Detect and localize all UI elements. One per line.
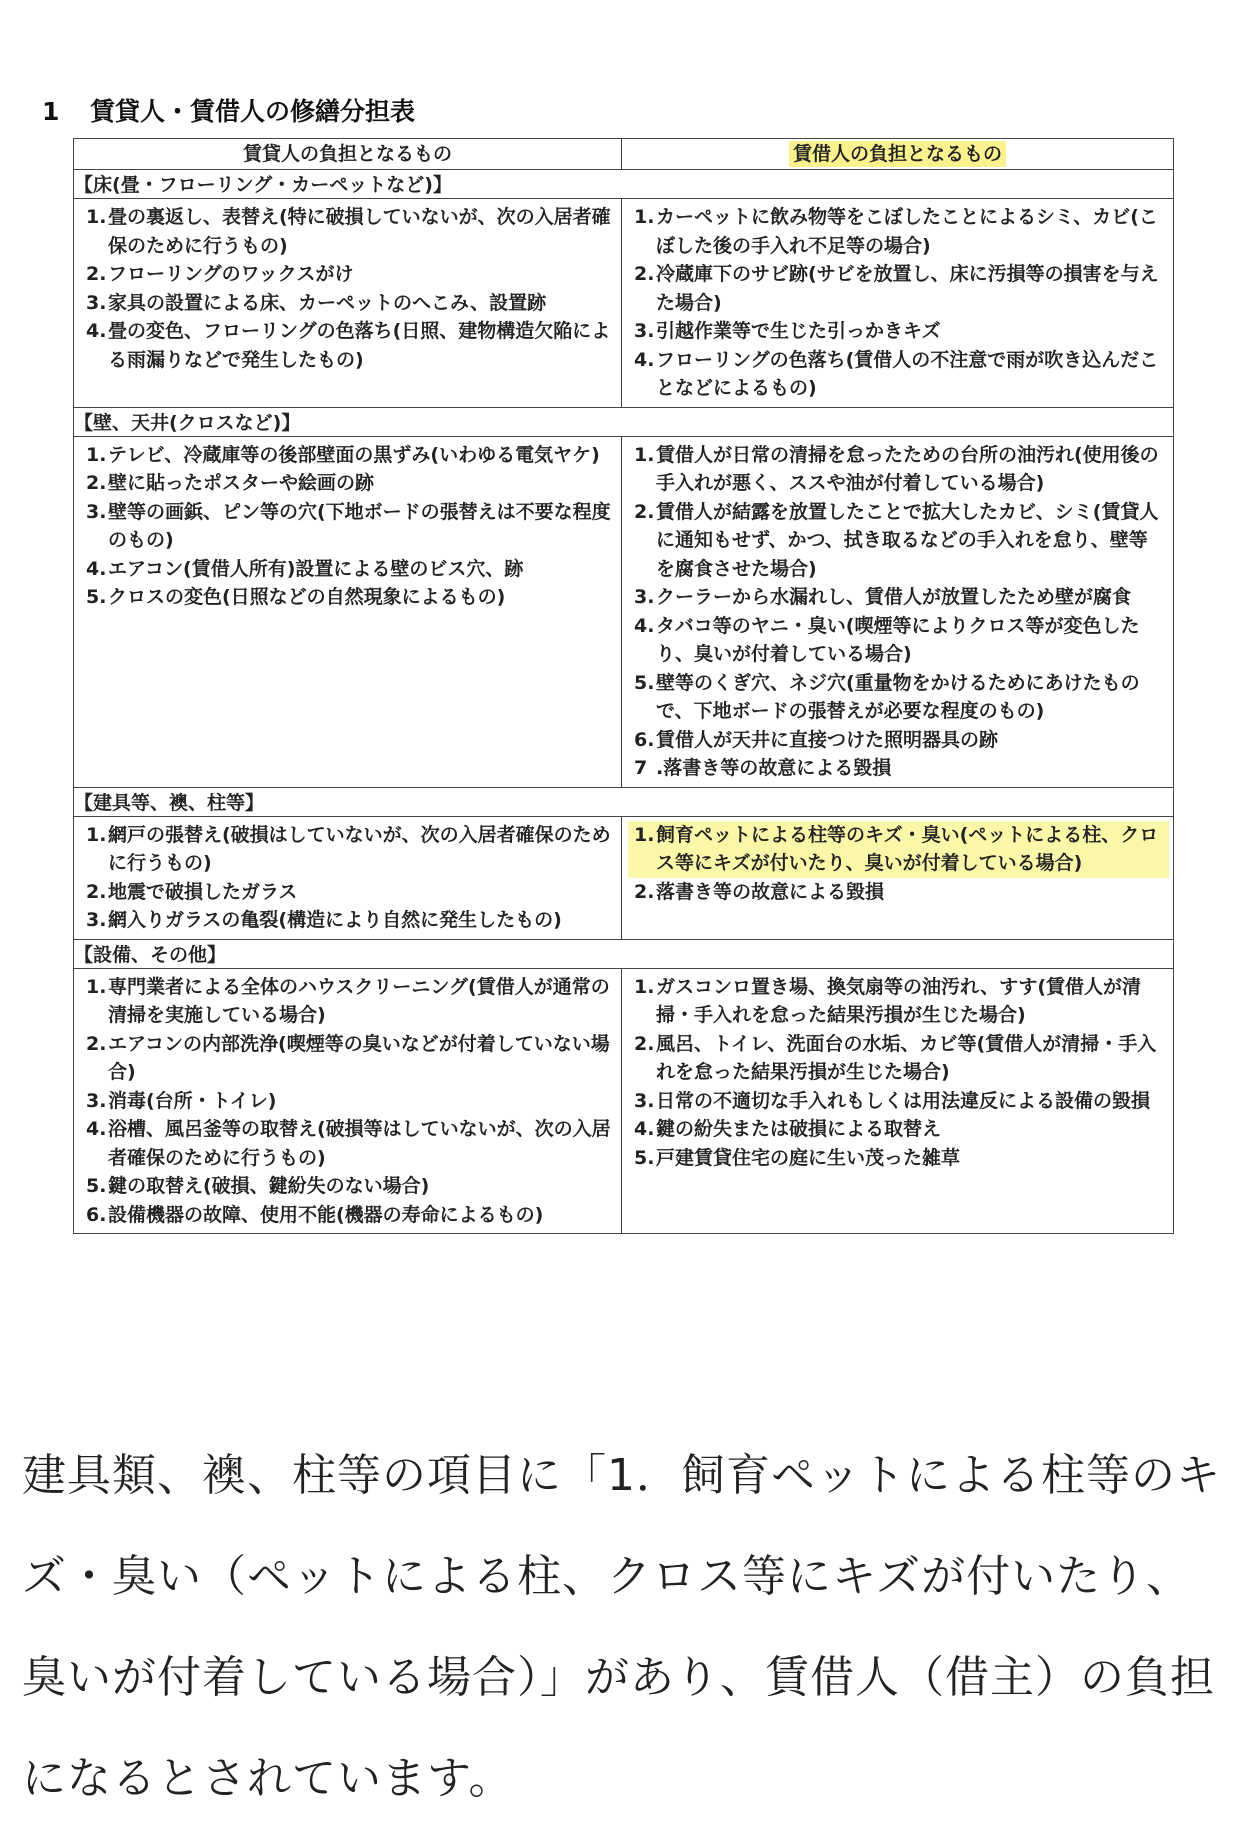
tenant-items-cell [622, 436, 1174, 787]
item-text: 日常の不適切な手入れもしくは用法違反による設備の毀損 [656, 1089, 1151, 1112]
section-items-row [74, 968, 1174, 1234]
section-title-row [74, 407, 1174, 436]
item-list [74, 817, 621, 939]
item-number: 1. [634, 206, 655, 228]
section-items-row [74, 436, 1174, 787]
item-number: 1. [86, 975, 107, 998]
list-item [634, 973, 1165, 1030]
list-item [634, 1115, 1165, 1144]
list-item [634, 1087, 1165, 1116]
list-item [634, 1030, 1165, 1087]
section-title-row [74, 170, 1174, 199]
item-text: 賃借人が日常の清掃を怠ったための台所の油汚れ(使用後の手入れが悪く、ススや油が付着している場合) [656, 443, 1159, 494]
item-text: 引越作業等で生じた引っかきキズ [656, 320, 941, 342]
item-number: 4. [634, 348, 655, 371]
list-item [86, 1087, 613, 1116]
section-title: 【建具等、襖、柱等】 [74, 787, 1174, 816]
item-number: 1. [634, 443, 655, 466]
item-list [622, 817, 1173, 911]
list-item [634, 726, 1165, 755]
item-number: 2. [634, 263, 655, 285]
list-item [634, 346, 1165, 403]
item-list [622, 969, 1173, 1177]
item-number: 5. [86, 586, 107, 608]
item-number: 3. [86, 1089, 107, 1112]
list-item [634, 441, 1165, 498]
item-text: クーラーから水漏れし、賃借人が放置したため壁が腐食 [656, 586, 1132, 608]
list-item [634, 669, 1165, 726]
item-number: 3. [86, 291, 107, 314]
item-text: 畳の変色、フローリングの色落ち(日照、建物構造欠陥による雨漏りなどで発生したもの) [108, 320, 611, 371]
item-text: カーペットに飲み物等をこぼしたことによるシミ、カビ(こぼした後の手入れ不足等の場合) [656, 206, 1158, 257]
list-item [634, 612, 1165, 669]
list-item [634, 754, 1165, 783]
item-number: 4. [634, 614, 655, 637]
header-tenant [622, 139, 1174, 170]
item-text: 地震で破損したガラス [108, 880, 298, 903]
landlord-items-cell [74, 816, 622, 939]
list-item [86, 821, 613, 878]
item-text: 浴槽、風呂釜等の取替え(破損等はしていないが、次の入居者確保のために行うもの) [108, 1118, 611, 1169]
section-title-row [74, 787, 1174, 816]
item-list [74, 199, 621, 378]
list-item [634, 317, 1165, 346]
list-item [86, 498, 613, 555]
landlord-items-cell [74, 199, 622, 408]
item-text: 壁等のくぎ穴、ネジ穴(重量物をかけるためにあけたもので、下地ボードの張替えが必要な程度のもの) [656, 671, 1140, 722]
list-item [86, 1201, 613, 1230]
item-number: 4. [634, 1118, 655, 1140]
item-text: エアコンの内部洗浄(喫煙等の臭いなどが付着していない場合) [108, 1032, 610, 1083]
item-text: 飼育ペットによる柱等のキズ・臭い(ペットによる柱、クロス等にキズが付いたり、臭いが付着している場合) [656, 823, 1159, 874]
header-landlord [74, 139, 622, 170]
item-number: 5. [86, 1175, 107, 1197]
list-item [86, 878, 613, 907]
list-item [86, 317, 613, 374]
list-item [86, 1115, 613, 1172]
list-item [86, 469, 613, 498]
item-number: 3. [634, 1089, 655, 1112]
list-item [86, 441, 613, 470]
table-header-row [74, 139, 1174, 170]
list-item [86, 906, 613, 935]
item-text: 畳の裏返し、表替え(特に破損していないが、次の入居者確保のために行うもの) [108, 206, 611, 257]
item-number: 4. [86, 320, 107, 342]
list-item [634, 203, 1165, 260]
item-text: 冷蔵庫下のサビ跡(サビを放置し、床に汚損等の損害を与えた場合) [656, 263, 1159, 314]
list-item [86, 973, 613, 1030]
item-number: 2. [634, 1032, 655, 1055]
list-item [634, 260, 1165, 317]
item-list [622, 437, 1173, 787]
item-number: 1. [86, 206, 107, 228]
item-text: 賃借人が天井に直接つけた照明器具の跡 [656, 728, 999, 751]
item-number: 6. [86, 1203, 107, 1226]
item-number: 2. [634, 500, 655, 523]
landlord-items-cell [74, 436, 622, 787]
item-number: 2. [86, 1032, 107, 1055]
list-item [86, 289, 613, 318]
item-list [74, 437, 621, 616]
tenant-items-cell [622, 816, 1174, 939]
list-item [86, 583, 613, 612]
item-number: 7 [634, 757, 648, 779]
tenant-items-cell [622, 199, 1174, 408]
item-number: 1. [634, 975, 655, 998]
list-item [634, 878, 1165, 907]
item-text: 戸建賃貸住宅の庭に生い茂った雑草 [656, 1146, 961, 1169]
list-item [634, 583, 1165, 612]
item-text: 設備機器の故障、使用不能(機器の寿命によるもの) [108, 1203, 544, 1226]
item-list [74, 969, 621, 1234]
item-number: 2. [86, 472, 107, 494]
list-item [628, 821, 1169, 878]
list-item [86, 1030, 613, 1087]
item-text: 壁等の画鋲、ピン等の穴(下地ボードの張替えは不要な程度のもの) [108, 500, 611, 551]
item-number: 1. [634, 823, 655, 846]
item-number: 2. [86, 880, 107, 903]
section-items-row [74, 816, 1174, 939]
item-text: 賃借人が結露を放置したことで拡大したカビ、シミ(賃貸人に通知もせず、かつ、拭き取るなどの手入れを怠り、壁等を腐食させた場合) [656, 500, 1159, 580]
item-text: タバコ等のヤニ・臭い(喫煙等によりクロス等が変色したり、臭いが付着している場合) [656, 614, 1140, 665]
item-text: 網入りガラスの亀裂(構造により自然に発生したもの) [108, 909, 562, 931]
tenant-items-cell [622, 968, 1174, 1234]
list-item [86, 555, 613, 584]
item-text: 風呂、トイレ、洗面台の水垢、カビ等(賃借人が清掃・手入れを怠った結果汚損が生じた場合) [656, 1032, 1157, 1083]
list-item [634, 498, 1165, 584]
item-text: 落書き等の故意による毀損 [656, 880, 885, 903]
section-title: 【設備、その他】 [74, 939, 1174, 968]
section-title: 【床(畳・フローリング・カーペットなど)】 [74, 170, 1174, 199]
item-text: 専門業者による全体のハウスクリーニング(賃借人が通常の清掃を実施している場合) [108, 975, 610, 1026]
item-number: 5. [634, 671, 655, 694]
item-number: 1. [86, 443, 107, 466]
list-item [86, 1172, 613, 1201]
item-list [622, 199, 1173, 407]
item-text: 鍵の取替え(破損、鍵紛失のない場合) [108, 1175, 430, 1197]
item-number: 1. [86, 823, 107, 846]
item-text: 鍵の紛失または破損による取替え [656, 1118, 942, 1140]
item-number: 4. [86, 557, 107, 580]
item-number: 2. [634, 880, 655, 903]
item-number: 3. [634, 320, 655, 342]
header-landlord-label: 賃貸人の負担となるもの [242, 143, 452, 165]
header-tenant-label: 賃借人の負担となるもの [789, 141, 1006, 167]
item-number: 3. [86, 909, 107, 931]
heading-number: 1 [42, 97, 60, 126]
item-text: 家具の設置による床、カーペットのへこみ、設置跡 [108, 291, 547, 314]
item-text: 壁に貼ったポスターや絵画の跡 [108, 472, 375, 494]
item-number: 4. [86, 1118, 107, 1140]
item-text: テレビ、冷蔵庫等の後部壁面の黒ずみ(いわゆる電気ヤケ) [108, 443, 600, 466]
item-text: 消毒(台所・トイレ) [108, 1089, 277, 1112]
section-title: 【壁、天井(クロスなど)】 [74, 407, 1174, 436]
item-number: 3. [634, 586, 655, 608]
item-text: フローリングの色落ち(賃借人の不注意で雨が吹き込んだことなどによるもの) [656, 348, 1159, 399]
item-text: 網戸の張替え(破損はしていないが、次の入居者確保のために行うもの) [108, 823, 611, 874]
item-text: .落書き等の故意による毀損 [656, 757, 892, 779]
item-number: 6. [634, 728, 655, 751]
section-title-row [74, 939, 1174, 968]
item-number: 2. [86, 263, 107, 285]
item-text: クロスの変色(日照などの自然現象によるもの) [108, 586, 506, 608]
heading-text: 賃貸人・賃借人の修繕分担表 [90, 97, 416, 126]
table-heading [42, 92, 415, 128]
landlord-items-cell [74, 968, 622, 1234]
item-text: ガスコンロ置き場、換気扇等の油汚れ、すす(賃借人が清掃・手入れを怠った結果汚損が生じた場合) [656, 975, 1142, 1026]
repair-share-table [73, 138, 1174, 1234]
item-number: 3. [86, 500, 107, 523]
list-item [86, 260, 613, 289]
caption-text: 建具類、襖、柱等の項目に「1．飼育ペットによる柱等のキズ・臭い（ペットによる柱、クロス等にキズが付いたり、臭いが付着している場合）」があり、賃借人（借主）の負担になるとされています。 [22, 1450, 1221, 1804]
list-item [86, 203, 613, 260]
section-items-row [74, 199, 1174, 408]
item-text: エアコン(賃借人所有)設置による壁のビス穴、跡 [108, 557, 524, 580]
item-text: フローリングのワックスがけ [108, 263, 354, 285]
list-item [634, 1144, 1165, 1173]
item-number: 5. [634, 1146, 655, 1169]
